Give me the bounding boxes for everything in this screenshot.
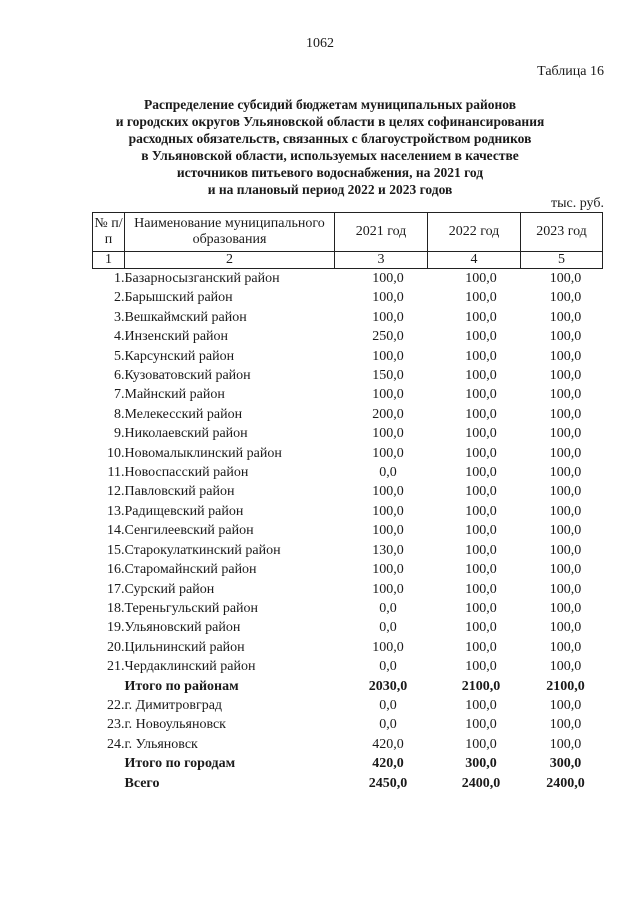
value-2023: 100,0 <box>549 697 582 713</box>
value-2022: 100,0 <box>465 484 497 500</box>
value-2023: 100,0 <box>549 620 582 636</box>
municipality-name: г. Димитровград <box>124 697 223 713</box>
row-number: 23. <box>107 717 125 733</box>
value-2022: 100,0 <box>465 697 497 713</box>
value-2021: 0,0 <box>379 600 397 616</box>
value-2023: 100,0 <box>549 581 582 597</box>
row-number: 15. <box>107 542 125 558</box>
header-num: № п/п <box>93 213 125 252</box>
row-number <box>93 754 125 773</box>
title-line: в Ульяновской области, используемых населением в качестве <box>141 148 519 163</box>
municipality-name: Тереньгульский район <box>124 600 259 616</box>
table-row <box>93 366 603 385</box>
value-2023: 100,0 <box>549 639 582 655</box>
table-row <box>93 638 603 657</box>
value-2023: 100,0 <box>549 271 582 286</box>
row-number <box>93 677 125 696</box>
value-2021: 200,0 <box>372 406 404 422</box>
value-2021: 420,0 <box>372 756 404 772</box>
value-2023: 100,0 <box>549 445 582 461</box>
table-row <box>93 715 603 734</box>
value-2021: 100,0 <box>372 309 404 325</box>
municipality-name: Старомайнский район <box>124 562 257 578</box>
value-2021: 100,0 <box>372 503 404 519</box>
table-row <box>93 502 603 521</box>
value-2022: 100,0 <box>465 465 497 481</box>
table-row <box>93 580 603 599</box>
value-2023: 100,0 <box>549 368 582 384</box>
municipality-name: Сурский район <box>124 581 215 597</box>
value-2021: 0,0 <box>379 465 397 481</box>
municipality-name: Мелекесский район <box>124 406 243 422</box>
value-2021: 100,0 <box>372 562 404 578</box>
title-line: расходных обязательств, связанных с благоустройством родников <box>128 131 532 146</box>
value-2023: 100,0 <box>549 484 582 500</box>
table-row <box>93 657 603 676</box>
value-2021: 100,0 <box>372 290 404 306</box>
value-2022: 100,0 <box>465 717 497 733</box>
value-2023: 100,0 <box>549 348 582 364</box>
value-2022: 100,0 <box>465 639 497 655</box>
value-2022: 100,0 <box>465 523 497 539</box>
table-row <box>93 735 603 754</box>
value-2021: 100,0 <box>372 639 404 655</box>
row-number: 3. <box>114 309 125 325</box>
municipality-name: Барышский район <box>124 290 233 306</box>
municipality-name: г. Новоульяновск <box>124 717 226 733</box>
municipality-name: Старокулаткинский район <box>124 542 281 558</box>
row-number: 14. <box>107 523 125 539</box>
table-row <box>93 521 603 540</box>
value-2023: 100,0 <box>549 659 582 675</box>
municipality-name: Павловский район <box>124 484 235 500</box>
table-row <box>93 482 603 501</box>
value-2023: 100,0 <box>549 309 582 325</box>
value-2021: 100,0 <box>372 484 404 500</box>
row-number: 22. <box>107 697 125 713</box>
municipality-name: Ульяновский район <box>124 620 241 636</box>
value-2023: 100,0 <box>549 465 582 481</box>
value-2021: 0,0 <box>379 717 397 733</box>
municipality-name: Николаевский район <box>124 426 248 442</box>
value-2022: 100,0 <box>465 445 497 461</box>
value-2023: 100,0 <box>549 503 582 519</box>
municipality-name: Итого по городам <box>124 756 236 772</box>
table-row <box>93 405 603 424</box>
page-number: 1062 <box>306 36 334 51</box>
row-number: 11. <box>107 465 125 481</box>
municipality-name: Инзенский район <box>124 329 229 345</box>
value-2023: 100,0 <box>549 406 582 422</box>
table-row <box>93 463 603 482</box>
value-2021: 0,0 <box>379 620 397 636</box>
column-number: 3 <box>335 252 428 269</box>
value-2022: 100,0 <box>465 368 497 384</box>
municipality-name: Сенгилеевский район <box>124 523 254 539</box>
document-title <box>60 96 600 198</box>
value-2023: 100,0 <box>549 523 582 539</box>
value-2022: 100,0 <box>465 736 497 752</box>
value-2023: 100,0 <box>549 426 582 442</box>
value-2021: 420,0 <box>372 736 404 752</box>
value-2022: 100,0 <box>465 348 497 364</box>
municipality-name: Кузоватовский район <box>124 368 251 384</box>
value-2023: 100,0 <box>549 600 582 616</box>
value-2022: 100,0 <box>465 620 497 636</box>
value-2022: 2400,0 <box>461 775 501 791</box>
value-2021: 2450,0 <box>368 775 408 791</box>
value-2023: 100,0 <box>549 329 582 345</box>
municipality-name: Итого по районам <box>124 678 239 694</box>
row-number: 9. <box>114 426 125 442</box>
table-row <box>93 541 603 560</box>
municipality-name: Майнский район <box>124 387 225 403</box>
title-line: и на плановый период 2022 и 2023 годов <box>207 182 453 197</box>
header-2023: 2023 год <box>521 213 603 252</box>
table-row <box>93 308 603 327</box>
total-row <box>93 754 603 773</box>
row-number: 13. <box>107 503 125 519</box>
value-2021: 100,0 <box>372 523 404 539</box>
value-2022: 100,0 <box>465 271 497 286</box>
row-number: 2. <box>114 290 125 306</box>
value-2022: 100,0 <box>465 542 497 558</box>
table-row <box>93 618 603 637</box>
value-2022: 100,0 <box>465 387 497 403</box>
table-body <box>93 269 603 793</box>
total-row <box>93 677 603 696</box>
header-2022: 2022 год <box>428 213 521 252</box>
row-number: 12. <box>107 484 125 500</box>
title-line: Распределение субсидий бюджетам муниципальных районов <box>143 97 517 112</box>
municipality-name: Цильнинский район <box>124 639 245 655</box>
row-number <box>93 774 125 793</box>
value-2023: 2100,0 <box>546 678 585 694</box>
value-2022: 100,0 <box>465 290 497 306</box>
row-number: 19. <box>107 620 125 636</box>
row-number: 16. <box>107 562 125 578</box>
value-2021: 100,0 <box>372 348 404 364</box>
municipality-name: Новомалыклинский район <box>124 445 282 461</box>
municipality-name: Карсунский район <box>124 348 235 364</box>
municipality-name: Базарносызганский район <box>124 271 280 286</box>
row-number: 6. <box>114 368 125 384</box>
value-2022: 100,0 <box>465 406 497 422</box>
column-number: 1 <box>93 252 125 269</box>
value-2022: 100,0 <box>465 562 497 578</box>
value-2021: 130,0 <box>372 542 404 558</box>
row-number: 20. <box>107 639 125 655</box>
value-2022: 100,0 <box>465 309 497 325</box>
value-2021: 100,0 <box>372 445 404 461</box>
table-row <box>93 560 603 579</box>
value-2021: 100,0 <box>372 581 404 597</box>
value-2023: 2400,0 <box>546 775 585 791</box>
column-number: 2 <box>125 252 335 269</box>
row-number: 10. <box>107 445 125 461</box>
value-2021: 100,0 <box>372 387 404 403</box>
value-2023: 100,0 <box>549 562 582 578</box>
table-row <box>93 444 603 463</box>
municipality-name: Чердаклинский район <box>124 659 256 675</box>
row-number: 5. <box>114 348 125 364</box>
value-2021: 250,0 <box>372 329 404 345</box>
header-name: Наименование муниципального образования <box>125 213 335 252</box>
value-2022: 100,0 <box>465 426 497 442</box>
table-row <box>93 424 603 443</box>
row-number: 4. <box>114 329 125 345</box>
value-2022: 100,0 <box>465 581 497 597</box>
row-number: 7. <box>114 387 125 403</box>
value-2023: 100,0 <box>549 736 582 752</box>
row-number: 17. <box>107 581 125 597</box>
municipality-name: Всего <box>124 775 160 791</box>
value-2021: 150,0 <box>372 368 404 384</box>
header-2021: 2021 год <box>335 213 428 252</box>
value-2021: 100,0 <box>372 271 404 286</box>
table-row <box>93 385 603 404</box>
value-2023: 100,0 <box>549 717 582 733</box>
municipality-name: Новоспасский район <box>124 465 249 481</box>
value-2021: 2030,0 <box>368 678 408 694</box>
table-row <box>93 347 603 366</box>
value-2021: 100,0 <box>372 426 404 442</box>
column-number: 5 <box>521 252 603 269</box>
value-2022: 100,0 <box>465 659 497 675</box>
column-number: 4 <box>428 252 521 269</box>
title-line: и городских округов Ульяновской области в целях софинансирования <box>115 114 545 129</box>
table-row <box>93 599 603 618</box>
total-row <box>93 774 603 793</box>
value-2022: 100,0 <box>465 503 497 519</box>
column-number-row <box>93 252 603 269</box>
units-label: тыс. руб. <box>551 196 604 211</box>
row-number: 8. <box>114 406 125 422</box>
value-2023: 100,0 <box>549 387 582 403</box>
table-row <box>93 269 603 289</box>
municipality-name: Вешкаймский район <box>124 309 247 325</box>
title-line: источников питьевого водоснабжения, на 2021 год <box>176 165 484 180</box>
value-2022: 2100,0 <box>461 678 501 694</box>
table-row <box>93 288 603 307</box>
subsidy-table <box>92 212 603 793</box>
value-2022: 100,0 <box>465 329 497 345</box>
row-number: 24. <box>107 736 125 752</box>
row-number: 21. <box>107 659 125 675</box>
value-2022: 100,0 <box>465 600 497 616</box>
table-header-row <box>93 213 603 252</box>
value-2021: 0,0 <box>379 659 397 675</box>
table-label: Таблица 16 <box>537 64 604 79</box>
table-row <box>93 696 603 715</box>
value-2022: 300,0 <box>465 756 497 772</box>
municipality-name: г. Ульяновск <box>124 736 198 752</box>
row-number: 1. <box>114 271 125 286</box>
value-2021: 0,0 <box>379 697 397 713</box>
value-2023: 100,0 <box>549 542 582 558</box>
value-2023: 300,0 <box>549 756 582 772</box>
municipality-name: Радищевский район <box>124 503 244 519</box>
table-row <box>93 327 603 346</box>
row-number: 18. <box>107 600 125 616</box>
value-2023: 100,0 <box>549 290 582 306</box>
